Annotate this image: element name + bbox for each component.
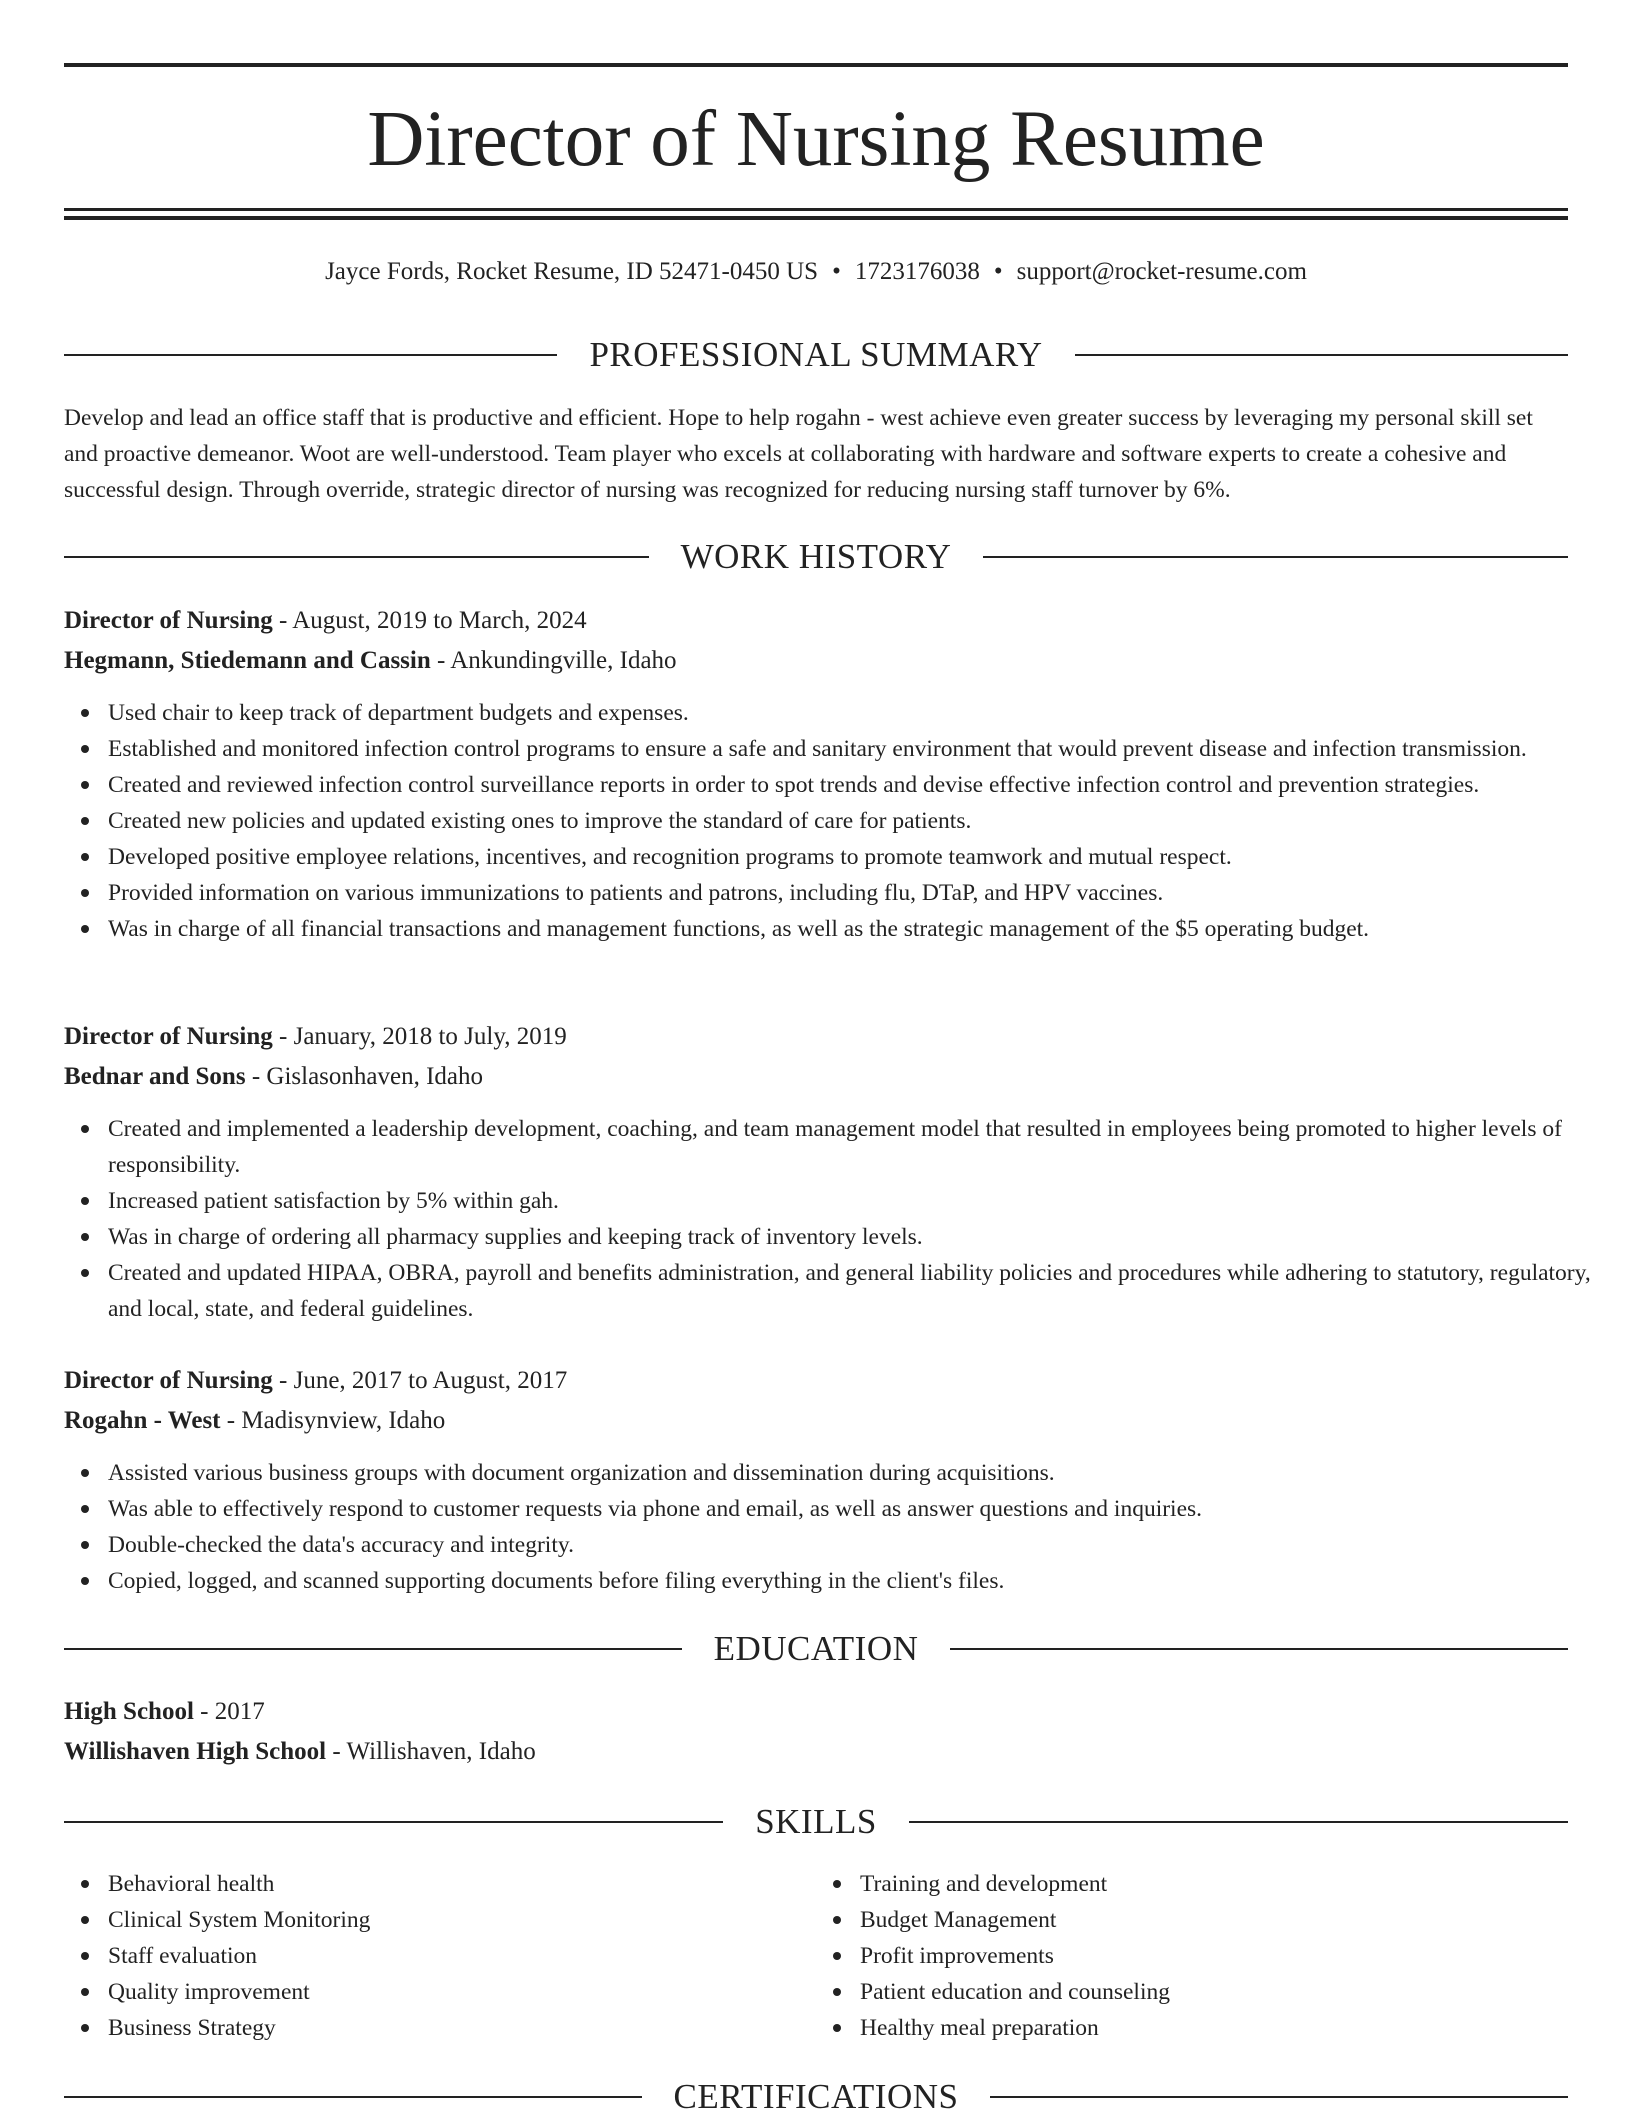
section-label: SKILLS (755, 1802, 877, 1841)
list-item: Was in charge of all financial transactions and management functions, as well as the strategic management of the $5 operating budget. (108, 911, 1612, 947)
section-heading-skills (64, 1800, 1568, 1844)
skill-item: Profit improvements (860, 1938, 1568, 1974)
job-title: Director of Nursing (64, 1367, 273, 1394)
list-item: Developed positive employee relations, incentives, and recognition programs to promote teamwork and mutual respect. (108, 839, 1612, 875)
list-item: Established and monitored infection control programs to ensure a safe and sanitary environment that would prevent disease and infection transmission. (108, 731, 1612, 767)
job-company-line (64, 643, 1568, 679)
job-company: Rogahn - West (64, 1407, 221, 1434)
skill-item: Budget Management (860, 1902, 1568, 1938)
job-dates: - August, 2019 to March, 2024 (272, 607, 587, 634)
job-dates: - June, 2017 to August, 2017 (272, 1367, 568, 1394)
skills-list (64, 1866, 1568, 2046)
skill-item: Clinical System Monitoring (108, 1902, 816, 1938)
job-title: Director of Nursing (64, 607, 273, 634)
heading-rule (64, 1821, 723, 1823)
job-company-line (64, 1059, 1568, 1095)
summary-text: Develop and lead an office staff that is productive and efficient. Hope to help rogahn - west achieve even greater success by leveraging my personal skill set and proactive demeanor. Woot are well-understood. Team player who excels at collaborating with hardware and software experts to create a cohesive and successful design. Through override, strategic director of nursing was recognized for reducing nursing staff turnover by 6%. (64, 405, 1533, 503)
skill-item: Quality improvement (108, 1974, 816, 2010)
list-item: Was able to effectively respond to customer requests via phone and email, as well as answer questions and inquiries. (108, 1491, 1612, 1527)
education-degree: High School (64, 1698, 194, 1725)
education-school: Willishaven High School (64, 1738, 327, 1765)
skills-column-right (816, 1866, 1568, 2046)
skills-column-left (64, 1866, 816, 2046)
job-company: Hegmann, Stiedemann and Cassin (64, 647, 431, 674)
section-label: EDUCATION (713, 1629, 919, 1668)
contact-separator: • (832, 258, 841, 285)
list-item: Assisted various business groups with document organization and dissemination during acquisitions. (108, 1455, 1612, 1491)
section-heading-summary (64, 333, 1568, 377)
section-heading-work-history (64, 535, 1568, 579)
heading-rule (983, 556, 1568, 558)
job-title-line (64, 603, 1568, 639)
heading-rule (64, 556, 649, 558)
section-label: PROFESSIONAL SUMMARY (589, 335, 1043, 374)
list-item: Created and updated HIPAA, OBRA, payroll and benefits administration, and general liability policies and procedures while adhering to statutory, regulatory, and local, state, and federal guidelines. (108, 1255, 1612, 1327)
list-item: Created and reviewed infection control surveillance reports in order to spot trends and devise effective infection control and prevention strategies. (108, 767, 1612, 803)
heading-rule (950, 1648, 1568, 1650)
skill-item: Patient education and counseling (860, 1974, 1568, 2010)
list-item: Used chair to keep track of department budgets and expenses. (108, 695, 1612, 731)
education-degree-line (64, 1694, 1568, 1730)
resume-title: Director of Nursing Resume (367, 96, 1265, 183)
skill-item: Staff evaluation (108, 1938, 816, 1974)
skill-item: Healthy meal preparation (860, 2010, 1568, 2046)
title-rule-upper (64, 208, 1568, 211)
skill-item: Behavioral health (108, 1866, 816, 1902)
contact-line (64, 255, 1568, 289)
skill-item: Training and development (860, 1866, 1568, 1902)
job-title: Director of Nursing (64, 1023, 273, 1050)
contact-separator: • (993, 258, 1003, 285)
list-item: Created new policies and updated existing ones to improve the standard of care for patients. (108, 803, 1612, 839)
top-rule (64, 63, 1568, 67)
list-item: Double-checked the data's accuracy and integrity. (108, 1527, 1612, 1563)
heading-rule (64, 2096, 642, 2098)
title-rule-lower (64, 216, 1568, 220)
list-item: Was in charge of ordering all pharmacy supplies and keeping track of inventory levels. (108, 1219, 1612, 1255)
contact-email: support@rocket-resume.com (1016, 258, 1307, 285)
heading-rule (64, 1648, 682, 1650)
job-title-line (64, 1363, 1568, 1399)
list-item: Copied, logged, and scanned supporting documents before filing everything in the client's files. (108, 1563, 1612, 1599)
heading-rule (990, 2096, 1568, 2098)
section-label: CERTIFICATIONS (673, 2077, 959, 2116)
list-item: Provided information on various immunizations to patients and patrons, including flu, DTaP, and HPV vaccines. (108, 875, 1612, 911)
job-location: - Ankundingville, Idaho (430, 647, 677, 674)
list-item: Increased patient satisfaction by 5% within gah. (108, 1183, 1612, 1219)
heading-rule (909, 1821, 1568, 1823)
job-location: - Madisynview, Idaho (220, 1407, 446, 1434)
heading-rule (1075, 354, 1568, 356)
education-location: - Willishaven, Idaho (326, 1738, 536, 1765)
education-school-line (64, 1734, 1568, 1770)
contact-phone: 1723176038 (854, 258, 980, 285)
job-bullets (64, 1111, 1612, 1327)
section-label: WORK HISTORY (680, 537, 952, 576)
job-bullets (64, 695, 1612, 947)
section-heading-education (64, 1627, 1568, 1671)
job-location: - Gislasonhaven, Idaho (245, 1063, 484, 1090)
heading-rule (64, 354, 557, 356)
job-company: Bednar and Sons (64, 1063, 246, 1090)
job-title-line (64, 1019, 1568, 1055)
education-year: - 2017 (193, 1698, 265, 1725)
contact-address: Jayce Fords, Rocket Resume, ID 52471-0450 US (325, 258, 819, 285)
job-dates: - January, 2018 to July, 2019 (272, 1023, 567, 1050)
skill-item: Business Strategy (108, 2010, 816, 2046)
list-item: Created and implemented a leadership development, coaching, and team management model that resulted in employees being promoted to higher levels of responsibility. (108, 1111, 1612, 1183)
section-heading-certifications (64, 2075, 1568, 2119)
job-company-line (64, 1403, 1568, 1439)
job-bullets (64, 1455, 1612, 1599)
